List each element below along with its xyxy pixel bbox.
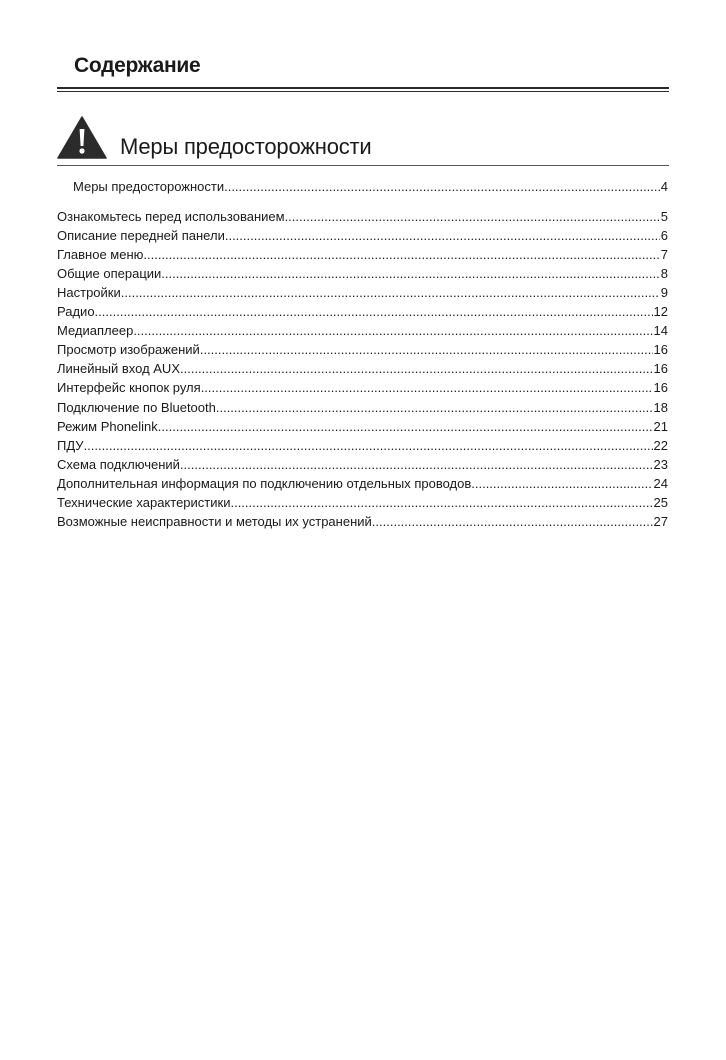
toc-leader-dots bbox=[216, 399, 653, 417]
toc-entry-page: 4 bbox=[660, 179, 668, 194]
toc-leader-dots bbox=[372, 513, 653, 531]
toc-entry[interactable] bbox=[57, 265, 668, 283]
toc-entry[interactable] bbox=[57, 227, 668, 245]
toc-entry-label: Ознакомьтесь перед использованием bbox=[57, 209, 285, 224]
toc-entry-page: 24 bbox=[653, 476, 668, 491]
toc-entry[interactable] bbox=[57, 360, 668, 378]
toc-entry-page: 22 bbox=[653, 438, 668, 453]
toc-entry-label: Дополнительная информация по подключению отдельных проводов bbox=[57, 476, 472, 491]
toc-entry[interactable] bbox=[57, 475, 668, 493]
toc-leader-dots bbox=[225, 227, 660, 245]
toc-entry-label: Технические характеристики bbox=[57, 495, 231, 510]
toc-entry[interactable] bbox=[57, 494, 668, 512]
toc-leader-dots bbox=[158, 418, 653, 436]
toc-entry-page: 5 bbox=[660, 209, 668, 224]
section-heading: Меры предосторожности bbox=[120, 134, 372, 159]
toc-leader-dots bbox=[230, 494, 652, 512]
toc-entry[interactable] bbox=[57, 322, 668, 340]
toc-entry-label: Радио bbox=[57, 304, 95, 319]
toc-leader-dots bbox=[201, 379, 653, 397]
toc-entry-label: Меры предосторожности bbox=[73, 179, 225, 194]
toc-entry-page: 21 bbox=[653, 419, 668, 434]
toc-entry-page: 16 bbox=[653, 342, 668, 357]
toc-entry-label: Описание передней панели bbox=[57, 228, 225, 243]
toc-entry-page: 12 bbox=[653, 304, 668, 319]
toc-entry[interactable] bbox=[57, 341, 668, 359]
toc-entry-label: Медиаплеер bbox=[57, 323, 134, 338]
toc-entry[interactable] bbox=[57, 303, 668, 321]
toc-entry-label: Настройки bbox=[57, 285, 121, 300]
page-title: Содержание bbox=[74, 54, 201, 77]
toc-leader-dots bbox=[180, 360, 653, 378]
toc-entry-page: 16 bbox=[653, 361, 668, 376]
toc-entry-page: 9 bbox=[660, 285, 668, 300]
toc-entry[interactable] bbox=[57, 456, 668, 474]
toc-entry[interactable] bbox=[57, 379, 668, 397]
toc-entry[interactable] bbox=[57, 246, 668, 264]
toc-leader-dots bbox=[143, 246, 659, 264]
toc-entry-page: 8 bbox=[660, 266, 668, 281]
toc-entry-page: 27 bbox=[653, 514, 668, 529]
toc-entry-label: Главное меню bbox=[57, 247, 144, 262]
toc-entry-label: Линейный вход AUX bbox=[57, 361, 180, 376]
toc-leader-dots bbox=[285, 208, 660, 226]
toc-leader-dots bbox=[121, 284, 660, 302]
toc-entry[interactable] bbox=[57, 284, 668, 302]
toc-entry[interactable] bbox=[57, 437, 668, 455]
toc-entry-label: Общие операции bbox=[57, 266, 162, 281]
section-rule bbox=[57, 165, 669, 166]
toc-entry[interactable] bbox=[57, 418, 668, 436]
toc-entry-label: Схема подключений bbox=[57, 457, 180, 472]
toc-entry-label: ПДУ bbox=[57, 438, 84, 453]
toc-entry[interactable] bbox=[57, 399, 668, 417]
toc-entry-page: 18 bbox=[653, 400, 668, 415]
toc-leader-dots bbox=[133, 322, 652, 340]
toc-entry-page: 7 bbox=[660, 247, 668, 262]
toc-leader-dots bbox=[84, 437, 653, 455]
title-rule-thick bbox=[57, 87, 669, 89]
title-rule-thin bbox=[57, 91, 669, 92]
toc-leader-dots bbox=[200, 341, 653, 359]
toc-leader-dots bbox=[224, 178, 660, 196]
toc-leader-dots bbox=[95, 303, 653, 321]
toc-leader-dots bbox=[180, 456, 653, 474]
toc-leader-dots bbox=[471, 475, 652, 493]
toc-entry[interactable] bbox=[57, 513, 668, 531]
toc-entry-label: Просмотр изображений bbox=[57, 342, 200, 357]
toc-entry-label: Интерфейс кнопок руля bbox=[57, 380, 201, 395]
toc-entry-page: 25 bbox=[653, 495, 668, 510]
toc-entry-page: 14 bbox=[653, 323, 668, 338]
warning-triangle-icon bbox=[57, 116, 107, 159]
toc-entry-label: Подключение по Bluetooth bbox=[57, 400, 216, 415]
toc-entry-page: 6 bbox=[660, 228, 668, 243]
toc-leader-dots bbox=[161, 265, 659, 283]
toc-entry-page: 23 bbox=[653, 457, 668, 472]
toc-entry-label: Возможные неисправности и методы их устранений bbox=[57, 514, 372, 529]
toc-entry-page: 16 bbox=[653, 380, 668, 395]
toc-sub-entry[interactable] bbox=[73, 178, 668, 196]
toc-entry-label: Режим Phonelink bbox=[57, 419, 158, 434]
toc-entry[interactable] bbox=[57, 208, 668, 226]
